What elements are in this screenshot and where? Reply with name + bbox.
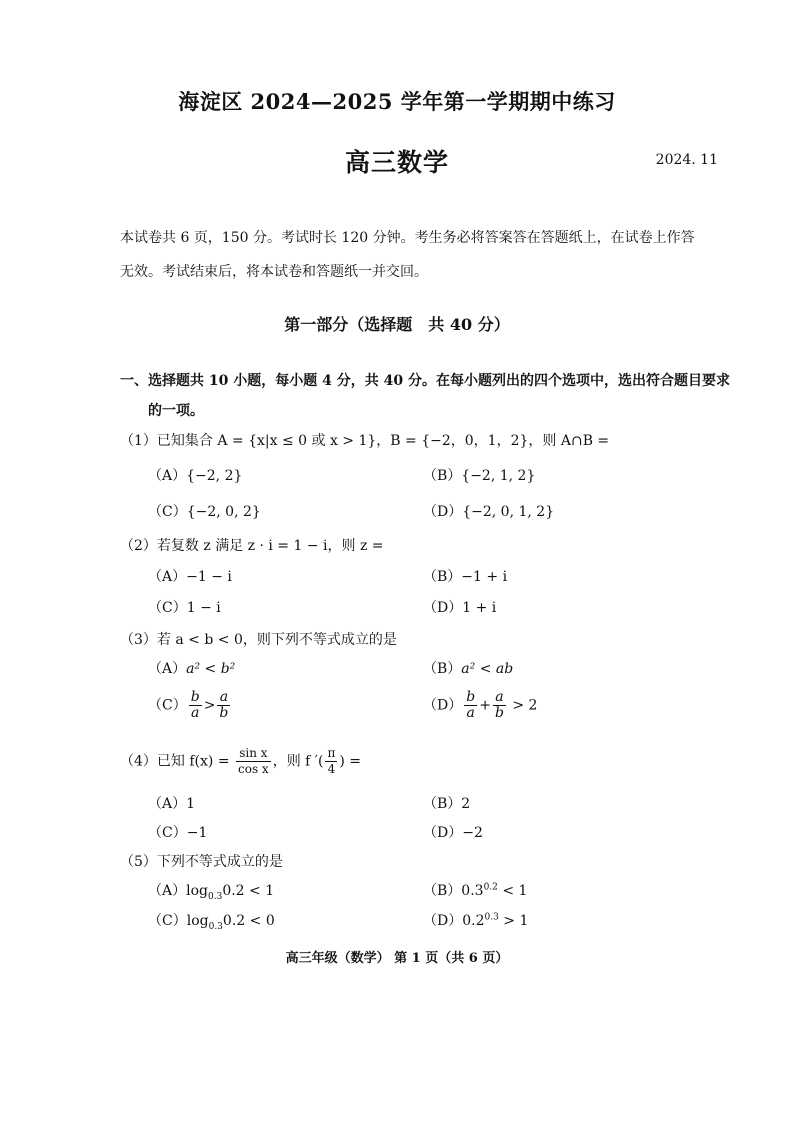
q2-option-a	[148, 566, 232, 586]
option-text: log	[186, 883, 208, 899]
fraction-numerator: b	[190, 689, 200, 705]
option-label: （C）	[148, 913, 187, 929]
q5-option-d	[423, 910, 528, 930]
q1-option-b	[423, 465, 535, 485]
option-label: （B）	[423, 796, 462, 812]
option-text: −2	[462, 825, 483, 841]
part-heading: 第一部分（选择题 共 40 分）	[284, 315, 510, 334]
fraction	[464, 690, 477, 721]
option-label: （B）	[423, 661, 462, 677]
option-text: 1	[186, 796, 196, 812]
fraction-denominator: b	[219, 705, 229, 721]
option-label: （C）	[148, 504, 187, 520]
option-text: {−2, 0, 2}	[186, 504, 261, 520]
question-text: 已知集合 A = {x|x ≤ 0 或 x > 1}，B = {−2，0，1，2}，则 A∩B =	[156, 433, 610, 449]
question-4-stem	[120, 746, 361, 777]
section-line-1: 一、选择题共 10 小题，每小题 4 分，共 40 分。在每小题列出的四个选项中，选出符合题目要求	[120, 373, 730, 389]
q4-option-c	[148, 822, 207, 842]
option-text: {−2, 1, 2}	[461, 468, 536, 484]
fraction	[189, 690, 202, 721]
operator: >	[203, 697, 216, 714]
question-5-stem	[120, 851, 283, 871]
fraction-denominator: 4	[327, 762, 336, 776]
question-text: 下列不等式成立的是	[156, 854, 283, 870]
fraction	[217, 690, 230, 721]
q4-option-a	[148, 793, 195, 813]
option-text: 1 − i	[186, 600, 221, 616]
option-text: 0.2 < 0	[222, 913, 275, 929]
q4-option-b	[423, 793, 470, 813]
option-label: （B）	[423, 883, 462, 899]
q2-option-b	[423, 566, 507, 586]
option-label: （C）	[148, 825, 187, 841]
question-3-stem	[120, 629, 397, 649]
operator: +	[479, 697, 491, 714]
question-number: （5）	[120, 854, 157, 870]
section-line-2: 的一项。	[148, 403, 204, 419]
question-number: （3）	[120, 632, 157, 648]
option-label: （A）	[148, 796, 187, 812]
option-label: （D）	[423, 825, 463, 841]
question-number: （2）	[120, 538, 157, 554]
option-text: {−2, 2}	[186, 468, 243, 484]
question-1-stem	[120, 430, 609, 450]
q5-option-b	[423, 880, 527, 900]
option-text: {−2, 0, 1, 2}	[462, 504, 555, 520]
q1-option-c	[148, 501, 261, 521]
exam-date: 2024. 11	[655, 152, 718, 168]
option-label: （D）	[423, 504, 463, 520]
option-tail: > 2	[512, 697, 538, 714]
log-base: 0.3	[208, 921, 223, 932]
fraction	[325, 746, 337, 777]
fraction-numerator: b	[466, 689, 476, 705]
fraction-numerator: a	[217, 690, 230, 706]
fraction	[236, 746, 271, 777]
q1-option-d	[423, 501, 554, 521]
section-instructions	[120, 366, 730, 426]
question-text-mid: ，则 f ′(	[272, 753, 324, 770]
option-text: −1 − i	[186, 569, 232, 585]
fraction-denominator: cos x	[238, 762, 269, 776]
q2-option-d	[423, 597, 496, 617]
question-text-prefix: 已知 f(x) =	[156, 753, 230, 770]
option-text: a² < ab	[461, 661, 514, 677]
q3-option-c	[148, 690, 232, 721]
fraction-numerator: π	[327, 746, 336, 760]
question-text: 若 a < b < 0，则下列不等式成立的是	[156, 632, 397, 648]
option-label: （B）	[423, 468, 462, 484]
log-base: 0.3	[208, 891, 223, 902]
q4-option-d	[423, 822, 483, 842]
page-footer: 高三年级（数学） 第 1 页（共 6 页）	[285, 951, 509, 966]
option-text: −1 + i	[461, 569, 508, 585]
q5-option-c	[148, 910, 275, 932]
fraction-denominator: a	[466, 705, 475, 721]
option-label: （D）	[423, 600, 463, 616]
exam-subject: 高三数学	[344, 148, 449, 177]
option-text: 2	[461, 796, 471, 812]
option-text: 0.2	[462, 913, 485, 929]
fraction-numerator: a	[493, 690, 506, 706]
fraction-numerator: sin x	[236, 746, 271, 762]
option-text: < 1	[497, 883, 528, 899]
question-2-stem	[120, 535, 384, 555]
option-label: （D）	[423, 913, 463, 929]
option-text: > 1	[498, 913, 529, 929]
option-label: （C）	[148, 697, 187, 714]
q2-option-c	[148, 597, 221, 617]
exam-title: 海淀区 2024—2025 学年第一学期期中练习	[178, 89, 616, 114]
option-text: 1 + i	[462, 600, 497, 616]
option-label: （A）	[148, 661, 187, 677]
exponent: 0.2	[483, 882, 498, 893]
q3-option-d	[423, 690, 537, 721]
option-label: （A）	[148, 569, 187, 585]
notice-line-2: 无效。考试结束后，将本试卷和答题纸一并交回。	[120, 264, 428, 280]
option-text: 0.2 < 1	[222, 883, 275, 899]
q5-option-a	[148, 880, 274, 902]
q1-option-a	[148, 465, 242, 485]
exponent: 0.3	[484, 912, 499, 923]
question-text: 若复数 z 满足 z · i = 1 − i，则 z =	[156, 538, 384, 554]
option-label: （A）	[148, 883, 187, 899]
exam-notice	[120, 221, 720, 289]
question-text-suffix: ) =	[339, 753, 361, 770]
option-text: log	[186, 913, 209, 929]
notice-line-1: 本试卷共 6 页，150 分。考试时长 120 分钟。考生务必将答案答在答题纸上，在试卷上作答	[120, 230, 695, 246]
fraction-denominator: a	[191, 705, 200, 721]
fraction-denominator: b	[494, 705, 504, 721]
option-label: （C）	[148, 600, 187, 616]
option-text: −1	[186, 825, 208, 841]
question-number: （1）	[120, 433, 157, 449]
option-label: （D）	[423, 697, 463, 714]
fraction	[493, 690, 506, 721]
option-label: （B）	[423, 569, 462, 585]
option-label: （A）	[148, 468, 187, 484]
q3-option-b	[423, 658, 513, 678]
option-text: a² < b²	[186, 661, 236, 677]
question-number: （4）	[120, 753, 157, 770]
option-text: 0.3	[461, 883, 484, 899]
q3-option-a	[148, 658, 235, 678]
